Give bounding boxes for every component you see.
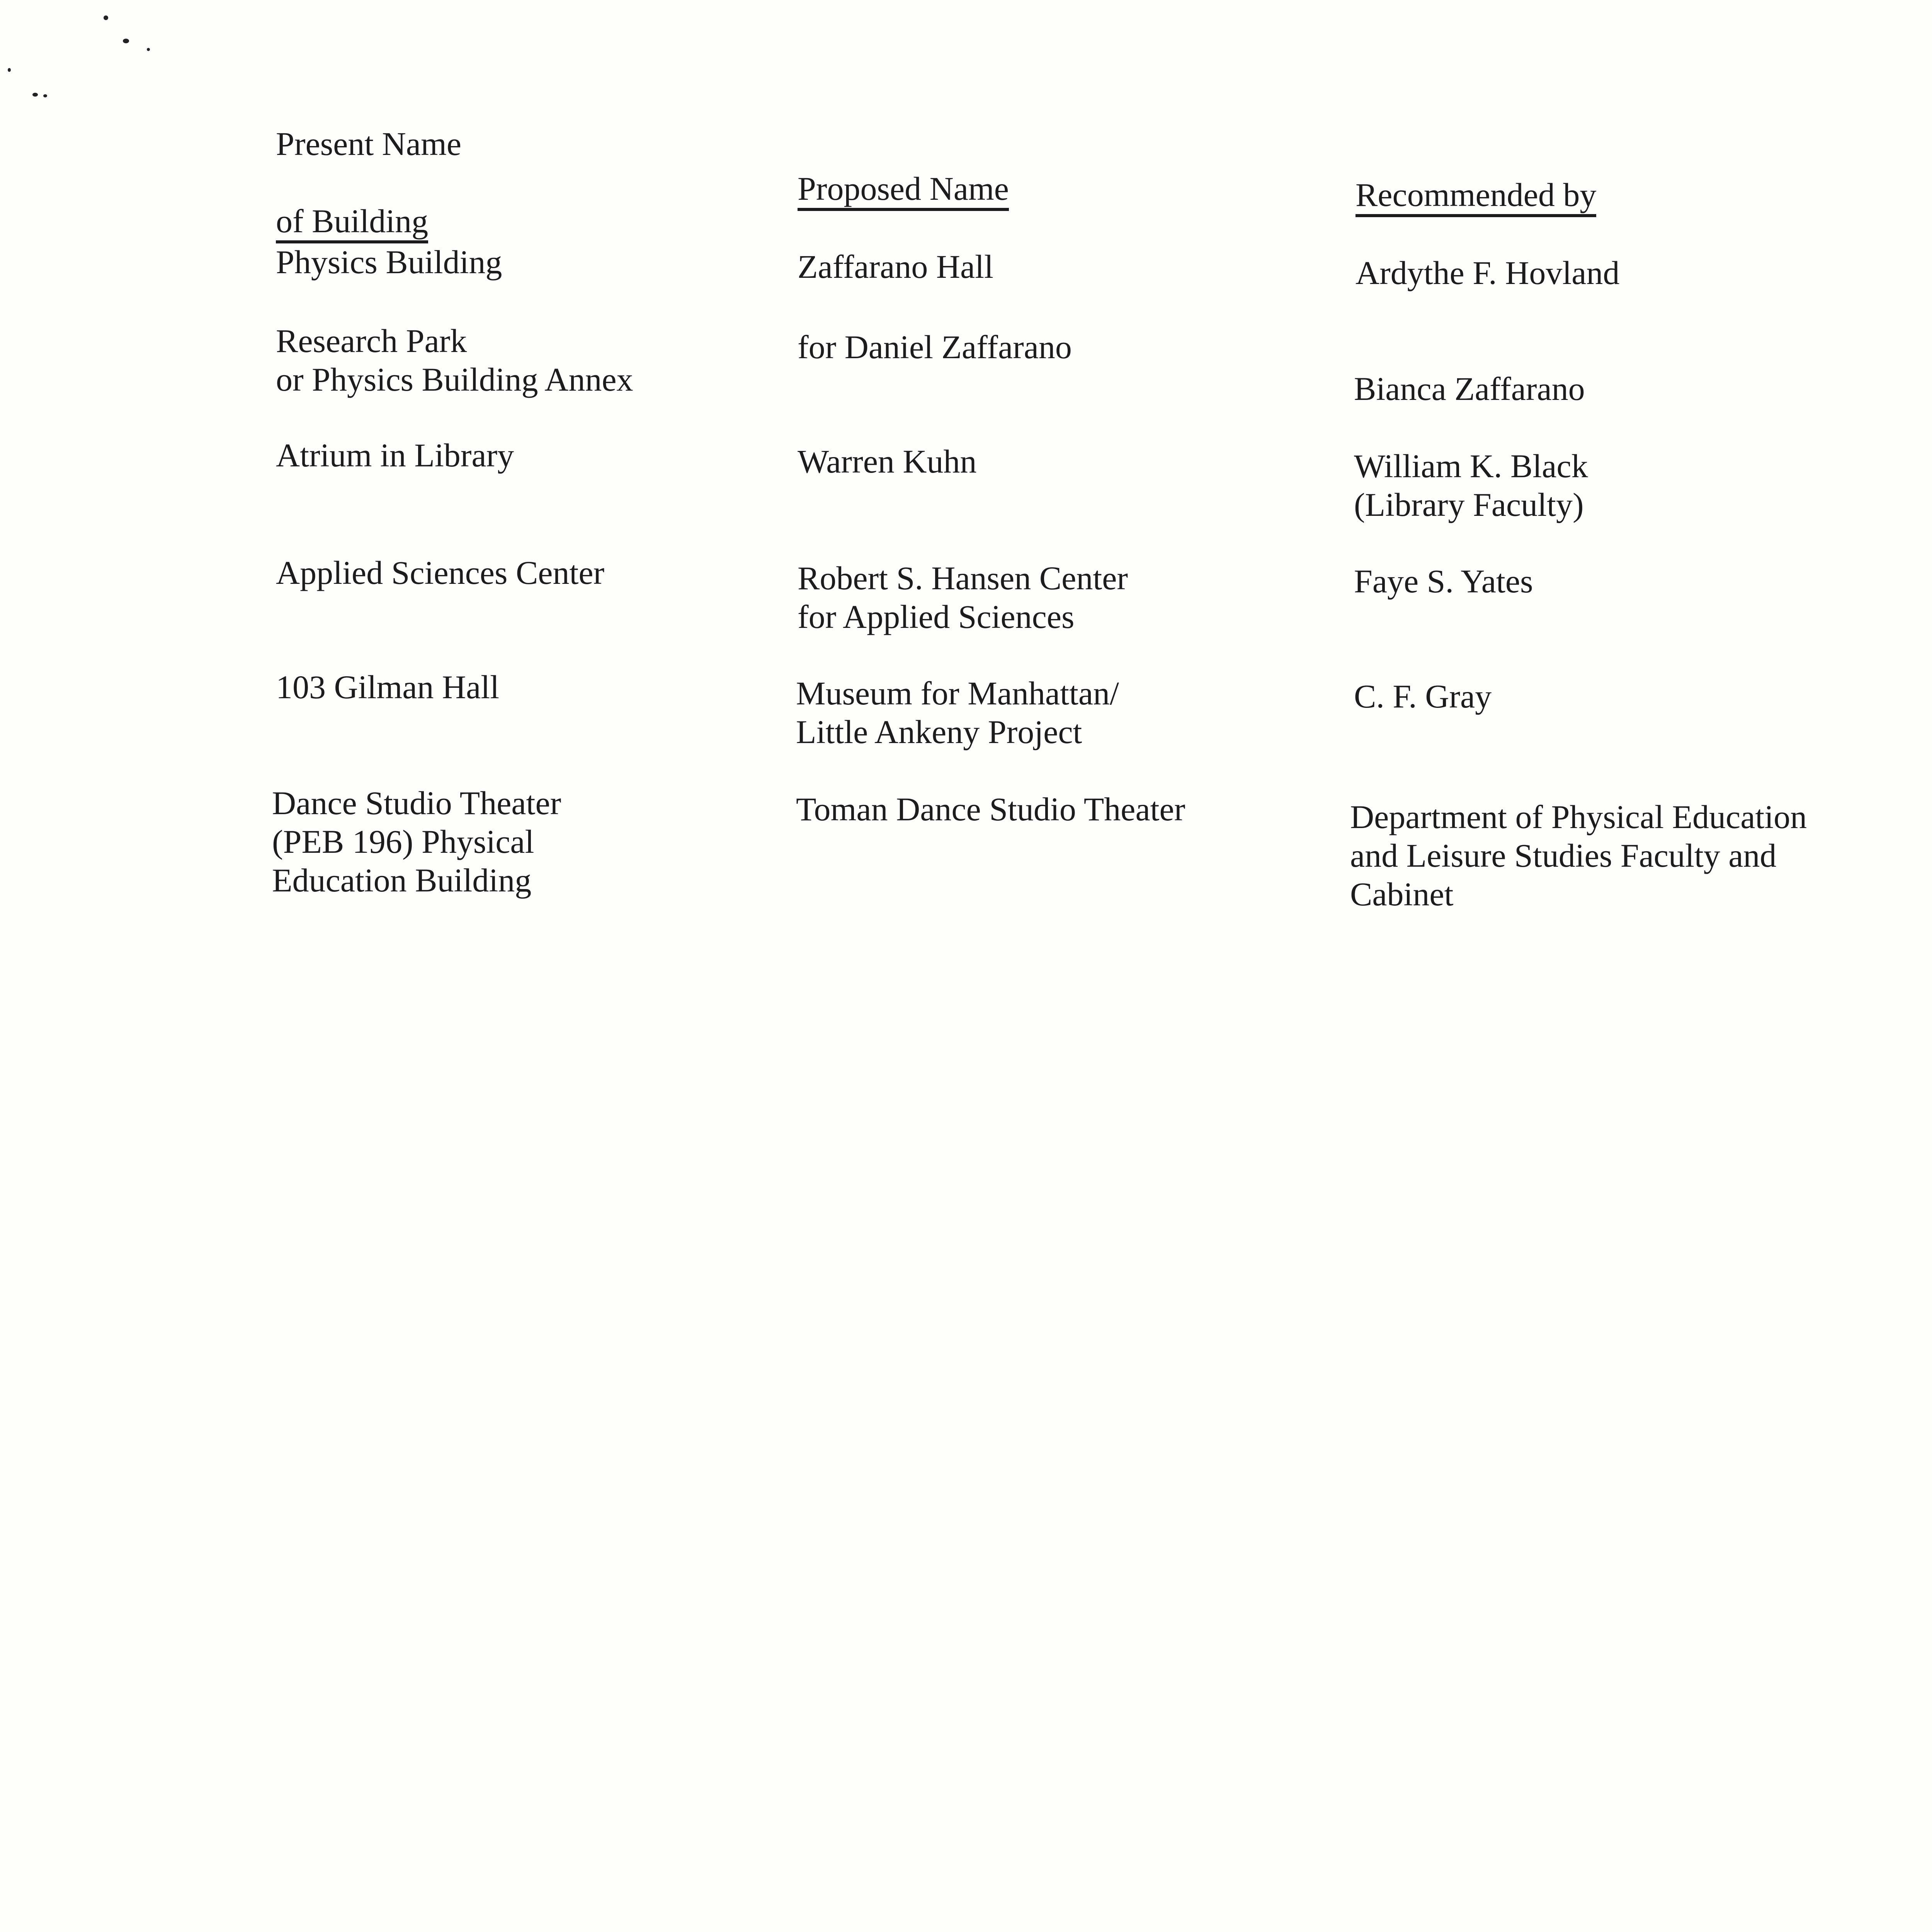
proposed-name-row-5: Museum for Manhattan/ Little Ankeny Project <box>796 675 1119 750</box>
header-recommended-by <box>1355 137 1596 214</box>
header-present-name <box>276 86 461 240</box>
header-present-line2: of Building <box>276 202 428 243</box>
present-name-row-3: Atrium in Library <box>276 437 514 474</box>
present-name-row-5: 103 Gilman Hall <box>276 668 500 706</box>
present-name-row-2: Research Park or Physics Building Annex <box>276 322 633 398</box>
proposed-name-row-4: Robert S. Hansen Center for Applied Sciences <box>798 560 1128 635</box>
present-name-row-4: Applied Sciences Center <box>276 554 605 591</box>
scan-speck <box>123 39 129 43</box>
recommended-by-row-6: Department of Physical Education and Leisure Studies Faculty and Cabinet <box>1350 798 1807 913</box>
scan-speck <box>8 68 11 72</box>
recommended-by-row-2: Bianca Zaffarano <box>1354 370 1585 407</box>
recommended-by-row-5: C. F. Gray <box>1354 678 1492 715</box>
header-proposed-label: Proposed Name <box>798 170 1009 211</box>
header-proposed-name <box>798 131 1009 208</box>
proposed-name-row-3: Warren Kuhn <box>798 443 977 480</box>
scan-speck <box>104 15 108 20</box>
scan-speck <box>43 94 47 97</box>
recommended-by-row-1: Ardythe F. Hovland <box>1355 254 1620 291</box>
header-recommended-label: Recommended by <box>1355 176 1596 217</box>
scan-speck <box>147 48 150 51</box>
proposed-name-row-6: Toman Dance Studio Theater <box>796 791 1185 828</box>
proposed-name-row-2: for Daniel Zaffarano <box>798 328 1072 366</box>
proposed-name-row-1: Zaffarano Hall <box>798 248 993 285</box>
scan-speck <box>32 93 38 97</box>
present-name-row-1: Physics Building <box>276 243 502 281</box>
recommended-by-row-4: Faye S. Yates <box>1354 563 1533 600</box>
header-present-line1: Present Name <box>276 125 462 162</box>
present-name-row-6: Dance Studio Theater (PEB 196) Physical Education Building <box>272 784 561 899</box>
recommended-by-row-3: William K. Black (Library Faculty) <box>1354 447 1588 523</box>
